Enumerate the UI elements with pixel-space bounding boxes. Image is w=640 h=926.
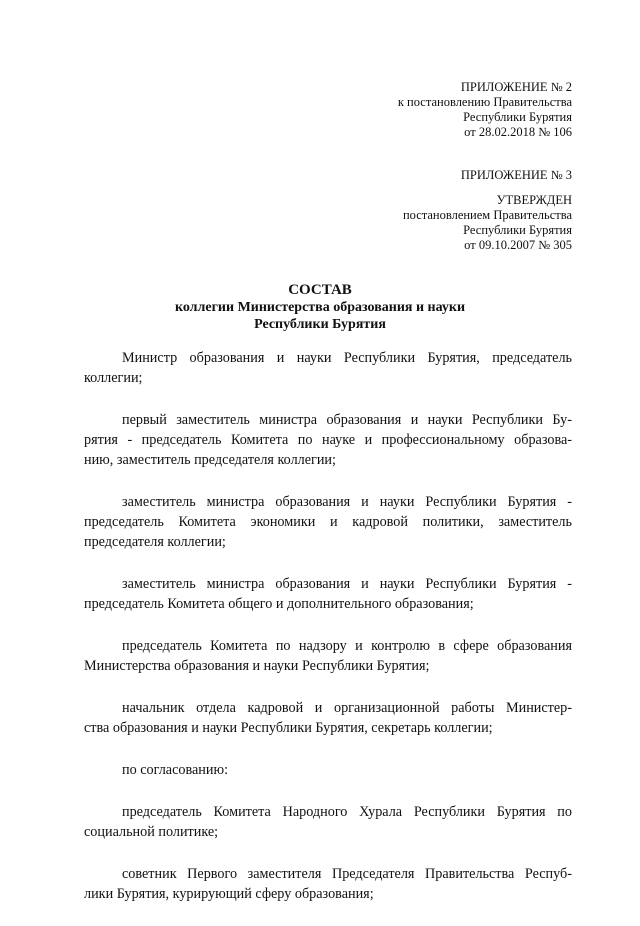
member-paragraph [84, 410, 572, 470]
member-line: нию, заместитель председателя коллегии; [84, 452, 336, 468]
member-paragraph [84, 698, 572, 738]
appendix-2-label: ПРИЛОЖЕНИЕ № 2 [460, 80, 572, 94]
member-line: председатель Комитета Народного Хурала Республики Бурятия по [122, 804, 572, 820]
member-line: начальник отдела кадровой и организационной работы Министер- [122, 700, 572, 716]
member-line: заместитель министра образования и науки Республики Бурятия - [122, 576, 572, 592]
appendix-2-republic: Республики Бурятия [463, 110, 572, 124]
appendix-3-header [403, 168, 572, 253]
member-line: заместитель министра образования и науки Республики Бурятия - [122, 494, 572, 510]
member-line: Министр образования и науки Республики Бурятия, председатель [122, 350, 572, 366]
member-line: ства образования и науки Республики Бурятия, секретарь коллегии; [84, 720, 493, 736]
member-paragraph [84, 348, 572, 388]
member-line: по согласованию: [122, 762, 229, 778]
appendix-2-ref: к постановлению Правительства [397, 95, 572, 109]
member-line: председатель Комитета общего и дополнительного образования; [84, 596, 474, 612]
member-line: коллегии; [84, 370, 143, 386]
member-line: советник Первого заместителя Председателя Правительства Респуб- [122, 866, 572, 882]
member-line: лики Бурятия, курирующий сферу образования; [84, 886, 374, 902]
member-line: Министерства образования и науки Республики Бурятия; [84, 658, 430, 674]
title-subtitle-line2: Республики Бурятия [254, 317, 386, 332]
member-line: рятия - председатель Комитета по науке и профессиональному образова- [84, 432, 572, 448]
appendix-3-republic: Республики Бурятия [463, 223, 572, 237]
appendix-3-date: от 09.10.2007 № 305 [464, 238, 572, 252]
member-line: социальной политике; [84, 824, 219, 840]
member-paragraph [84, 760, 572, 780]
member-line: председатель Комитета экономики и кадровой политики, заместитель [84, 514, 572, 530]
member-line: председатель Комитета по надзору и контролю в сфере образования [122, 638, 572, 654]
appendix-3-label: ПРИЛОЖЕНИЕ № 3 [460, 168, 572, 182]
appendix-3-ref: постановлением Правительства [402, 208, 572, 222]
appendix-2-header [398, 80, 572, 140]
appendix-2-date: от 28.02.2018 № 106 [464, 125, 572, 139]
member-paragraph [84, 636, 572, 676]
member-line: председателя коллегии; [84, 534, 226, 550]
approved-label: УТВЕРЖДЕН [496, 193, 572, 207]
members-list [84, 348, 572, 926]
member-paragraph [84, 864, 572, 904]
member-paragraph [84, 802, 572, 842]
member-line: первый заместитель министра образования и науки Республики Бу- [122, 412, 572, 428]
title-main: СОСТАВ [288, 282, 352, 298]
title-subtitle-line1: коллегии Министерства образования и науки [174, 300, 466, 315]
member-paragraph [84, 574, 572, 614]
member-paragraph [84, 492, 572, 552]
document-title [68, 282, 572, 333]
